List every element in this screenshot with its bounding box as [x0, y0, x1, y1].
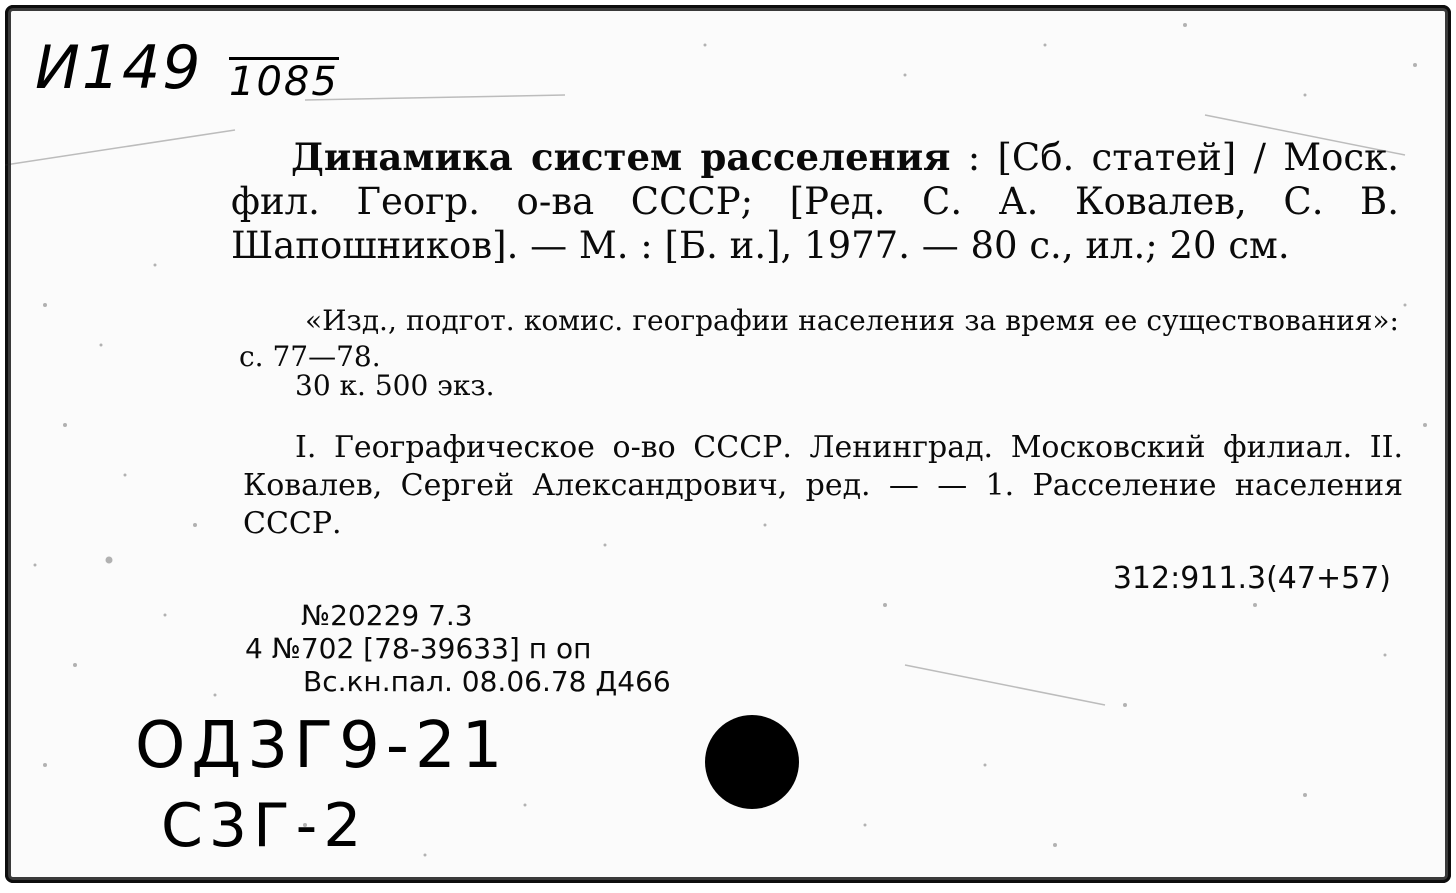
tracings — [243, 429, 1403, 543]
price-print-run: 30 к. 500 экз. — [295, 369, 495, 402]
tech-line-3: Вс.кн.пал. 08.06.78 Д466 — [303, 665, 671, 698]
shelf-mark-2: С3Г-2 — [161, 791, 368, 861]
tech-line-2: 4 №702 [78-39633] п оп — [245, 632, 592, 665]
note-text: «Изд., подгот. комис. географии населения за время ее существования»: с. 77—78. — [239, 304, 1399, 373]
call-number: И149 — [35, 33, 203, 103]
tech-line-1: №20229 7.3 — [301, 599, 473, 632]
description-rest: : [Сб. статей] / Моск. фил. Геогр. о-ва СССР; [Ред. С. А. Ковалев, С. В. Шапошников]. — М. : [Б. и.], 1977. — 80 с., ил.; 20 см. — [231, 136, 1399, 267]
udc-index: 312:911.3(47+57) — [1112, 561, 1391, 596]
call-number-suffix: 1085 — [229, 59, 339, 105]
catalog-card — [5, 5, 1451, 883]
bibliographic-description — [231, 135, 1399, 268]
shelf-mark-1: ОД3Г9-21 — [135, 709, 509, 783]
title-proper: Динамика систем расселения — [291, 135, 951, 179]
tracings-text: I. Географическое о-во СССР. Ленинград. Московский филиал. II. Ковалев, Сергей Александрович, ред. — — 1. Расселение населения СССР. — [243, 430, 1403, 541]
note — [239, 303, 1399, 375]
card-punch-hole — [705, 715, 799, 809]
